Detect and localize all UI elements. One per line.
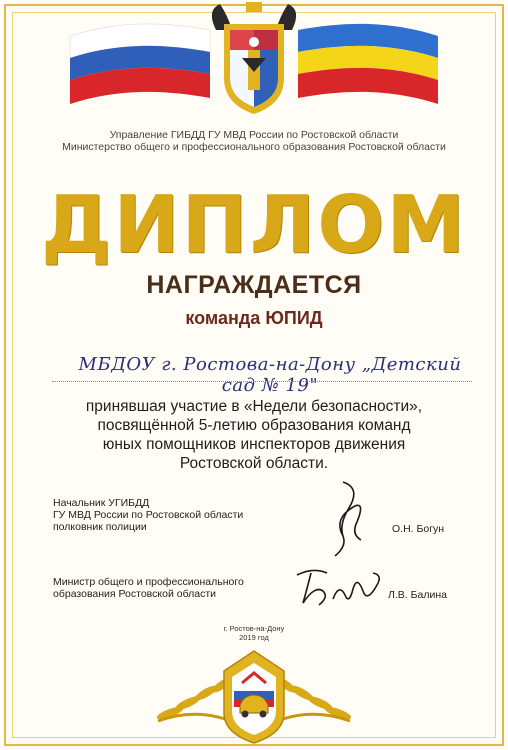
awarded-heading: НАГРАЖДАЕТСЯ — [146, 271, 362, 299]
russian-flag-icon — [70, 24, 210, 104]
description-line-3: юных помощников инспекторов движения — [102, 436, 406, 453]
issuing-organizations — [30, 129, 478, 153]
place-city: г. Ростов-на-Дону — [223, 624, 285, 633]
signatory-1-title-line: ГУ МВД России по Ростовской области — [53, 509, 244, 521]
header-line-2: Министерство общего и профессионального образования Ростовской области — [62, 141, 446, 153]
signatory-2-title — [53, 576, 244, 600]
signatory-1-title — [53, 497, 243, 533]
recipient-underline — [52, 381, 472, 382]
signatory-1-name: О.Н. Богун — [392, 523, 445, 535]
recipient-name: МБДОУ г. Ростова-на-Дону „Детский сад № 19" — [78, 354, 462, 396]
don-flag-icon — [298, 24, 438, 104]
place-year: 2019 год — [239, 633, 269, 642]
description-line-2: посвящённой 5-летию образования команд — [97, 417, 411, 434]
signatory-1-title-line: полковник полиции — [53, 521, 147, 533]
signatory-1-title-line: Начальник УГИБДД — [53, 497, 150, 509]
signatory-2-title-line: образования Ростовской области — [53, 588, 216, 600]
signatory-2-name: Л.В. Балина — [388, 589, 448, 601]
place-and-date — [0, 624, 508, 642]
yuid-badge-icon — [148, 643, 360, 745]
signatory-2-title-line: Министр общего и профессионального — [53, 576, 244, 588]
signature-icon — [313, 478, 373, 558]
diploma-title: ДИПЛОМ — [41, 179, 467, 271]
description-line-1: принявшая участие в «Недели безопасности», — [85, 398, 423, 415]
team-name: команда ЮПИД — [185, 308, 323, 328]
header-line-1: Управление ГИБДД ГУ МВД России по Ростовской области — [109, 129, 399, 141]
signature-icon — [293, 565, 388, 610]
rostov-coat-of-arms-icon — [206, 0, 302, 118]
description-line-4: Ростовской области. — [179, 455, 329, 472]
award-description — [30, 397, 478, 473]
